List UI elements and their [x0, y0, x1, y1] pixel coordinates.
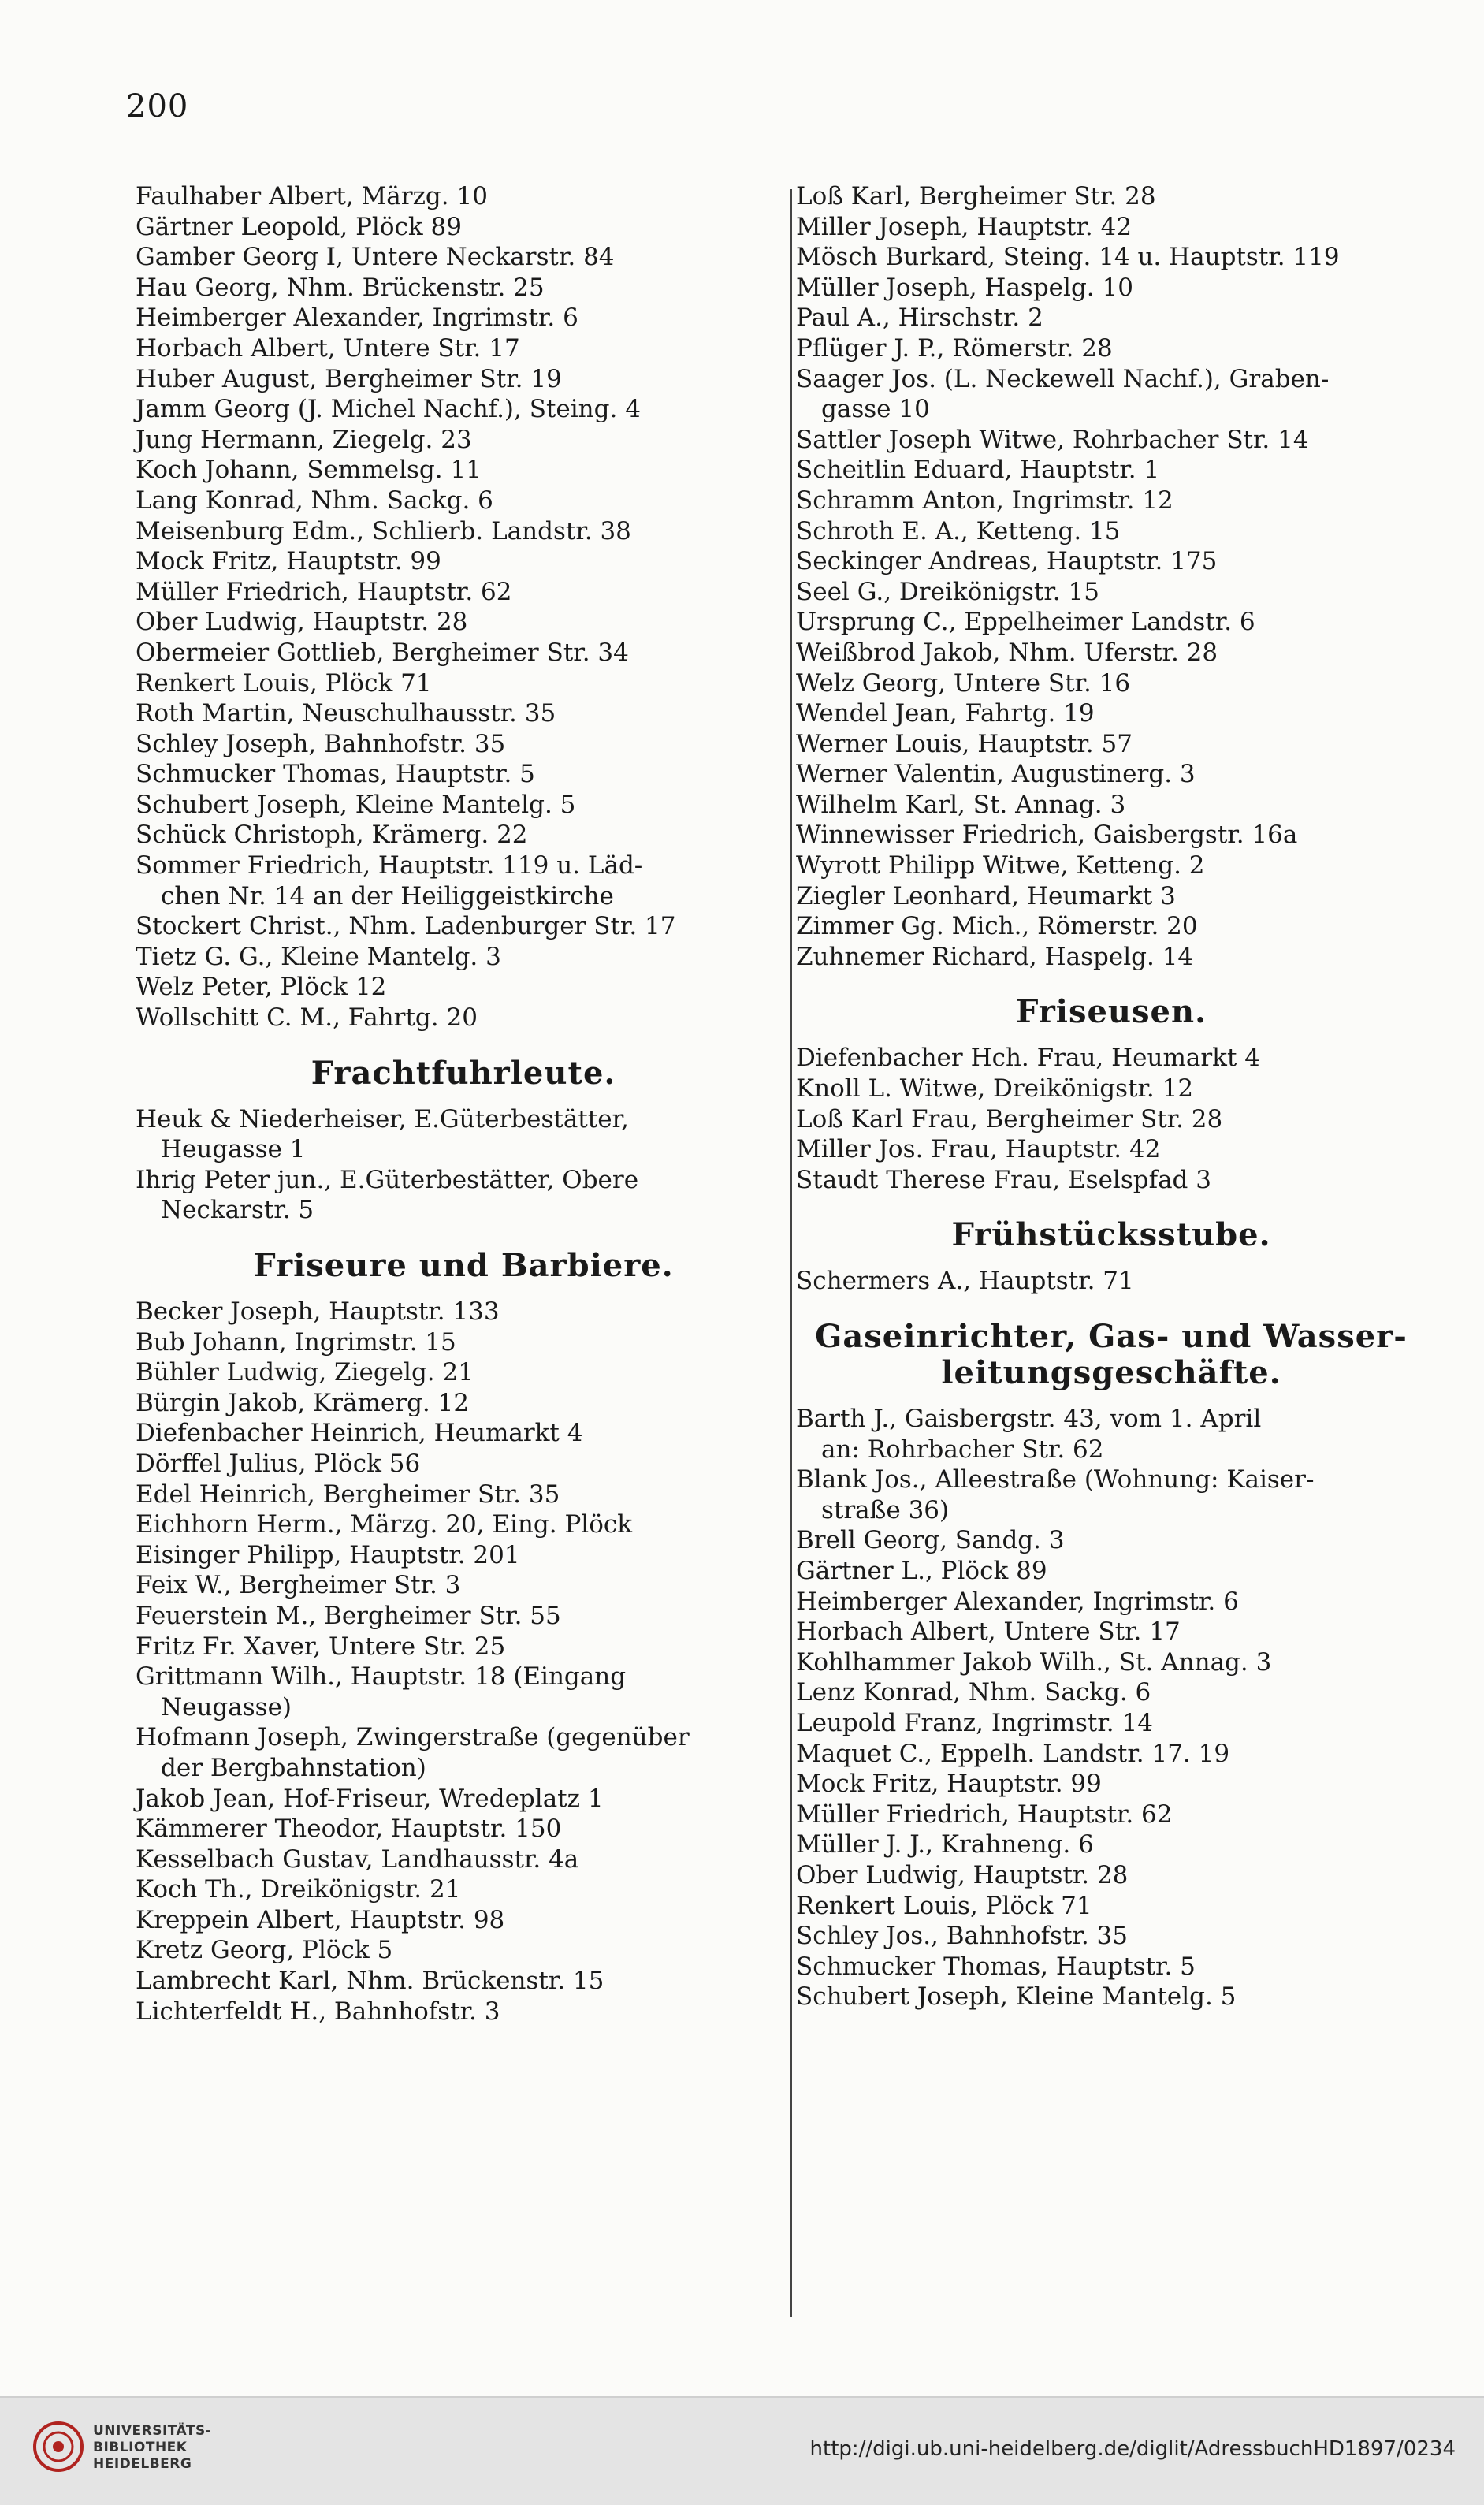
directory-entry: Schubert Joseph, Kleine Mantelg. 5: [136, 790, 576, 819]
directory-entry: Horbach Albert, Untere Str. 17: [136, 333, 520, 363]
directory-entry: Brell Georg, Sandg. 3: [796, 1526, 1065, 1555]
directory-entry: Loß Karl Frau, Bergheimer Str. 28: [796, 1104, 1223, 1133]
directory-entry: Lambrecht Karl, Nhm. Brückenstr. 15: [136, 1967, 604, 1996]
directory-entry: Gärtner L., Plöck 89: [796, 1556, 1047, 1585]
directory-entry: Stockert Christ., Nhm. Ladenburger Str. 17: [136, 912, 676, 941]
directory-entry: Wollschitt C. M., Fahrtg. 20: [136, 1003, 478, 1033]
viewer-footer: [0, 2396, 1484, 2505]
directory-entry: Tietz G. G., Kleine Mantelg. 3: [136, 942, 501, 971]
directory-entry: Heimberger Alexander, Ingrimstr. 6: [796, 1587, 1239, 1616]
directory-entry: Hau Georg, Nhm. Brückenstr. 25: [136, 273, 545, 302]
directory-entry: Faulhaber Albert, Märzg. 10: [136, 182, 488, 210]
directory-entry: Bühler Ludwig, Ziegelg. 21: [136, 1358, 474, 1387]
directory-entry: Schley Jos., Bahnhofstr. 35: [796, 1922, 1128, 1951]
directory-entry: Ober Ludwig, Hauptstr. 28: [796, 1860, 1129, 1889]
directory-entry: Schmucker Thomas, Hauptstr. 5: [796, 1952, 1196, 1981]
directory-entry: Lenz Konrad, Nhm. Sackg. 6: [796, 1678, 1151, 1707]
directory-entry: Fritz Fr. Xaver, Untere Str. 25: [136, 1632, 506, 1661]
directory-entry: Mösch Burkard, Steing. 14 u. Hauptstr. 119: [796, 243, 1340, 272]
directory-entry: Schück Christoph, Krämerg. 22: [136, 821, 528, 850]
directory-entry: Gärtner Leopold, Plöck 89: [136, 212, 462, 241]
directory-entry: Müller J. J., Krahneng. 6: [796, 1830, 1094, 1859]
directory-entry: Becker Joseph, Hauptstr. 133: [136, 1297, 500, 1326]
directory-entry-continuation: an: Rohrbacher Str. 62: [821, 1435, 1104, 1464]
directory-entry: Ober Ludwig, Hauptstr. 28: [136, 608, 468, 637]
directory-entry: Heimberger Alexander, Ingrimstr. 6: [136, 303, 578, 333]
directory-entry: Blank Jos., Alleestraße (Wohnung: Kaiser-: [796, 1465, 1315, 1494]
directory-entry: Schmucker Thomas, Hauptstr. 5: [136, 760, 535, 789]
directory-entry: Schramm Anton, Ingrimstr. 12: [796, 486, 1173, 515]
section-heading: Friseusen.: [1016, 993, 1207, 1031]
directory-entry: Loß Karl, Bergheimer Str. 28: [796, 182, 1156, 210]
directory-entry: Edel Heinrich, Bergheimer Str. 35: [136, 1480, 560, 1509]
directory-entry: Müller Joseph, Haspelg. 10: [796, 273, 1133, 302]
directory-entry: Wendel Jean, Fahrtg. 19: [796, 699, 1095, 728]
directory-entry-continuation: gasse 10: [821, 395, 930, 424]
library-name: [93, 2423, 211, 2473]
directory-entry: Roth Martin, Neuschulhausstr. 35: [136, 699, 556, 728]
directory-entry: Weißbrod Jakob, Nhm. Uferstr. 28: [796, 638, 1218, 667]
directory-entry: Kreppein Albert, Hauptstr. 98: [136, 1905, 505, 1934]
directory-entry-continuation: Neugasse): [161, 1692, 292, 1721]
library-logo-icon: [30, 2418, 87, 2475]
right-column: [796, 181, 1426, 2012]
directory-entry: Huber August, Bergheimer Str. 19: [136, 364, 562, 393]
directory-entry: Obermeier Gottlieb, Bergheimer Str. 34: [136, 638, 629, 667]
directory-entry: Miller Joseph, Hauptstr. 42: [796, 212, 1133, 241]
directory-entry: Wyrott Philipp Witwe, Ketteng. 2: [796, 851, 1205, 880]
directory-entry: Ziegler Leonhard, Heumarkt 3: [796, 881, 1176, 910]
directory-entry: Knoll L. Witwe, Dreikönigstr. 12: [796, 1074, 1194, 1104]
directory-entry: Pflüger J. P., Römerstr. 28: [796, 333, 1113, 363]
directory-entry: Jung Hermann, Ziegelg. 23: [136, 425, 472, 454]
directory-entry-continuation: Heugasse 1: [161, 1135, 306, 1164]
directory-entry: Saager Jos. (L. Neckewell Nachf.), Graben-: [796, 364, 1330, 393]
section-heading: Gaseinrichter, Gas- und Wasser- leitungsgeschäfte.: [815, 1318, 1408, 1391]
directory-entry: Seckinger Andreas, Hauptstr. 175: [796, 547, 1218, 576]
directory-entry: Barth J., Gaisbergstr. 43, vom 1. April: [796, 1405, 1262, 1433]
directory-entry-continuation: chen Nr. 14 an der Heiliggeistkirche: [161, 881, 614, 910]
directory-entry: Ursprung C., Eppelheimer Landstr. 6: [796, 608, 1255, 637]
directory-entry: Schermers A., Hauptstr. 71: [796, 1267, 1134, 1296]
directory-entry: Jamm Georg (J. Michel Nachf.), Steing. 4: [136, 395, 641, 424]
directory-entry: Staudt Therese Frau, Eselspfad 3: [796, 1165, 1211, 1194]
directory-entry: Bub Johann, Ingrimstr. 15: [136, 1327, 456, 1357]
directory-entry: Leupold Franz, Ingrimstr. 14: [796, 1708, 1153, 1737]
directory-entry: Lang Konrad, Nhm. Sackg. 6: [136, 486, 493, 515]
directory-entry: Werner Louis, Hauptstr. 57: [796, 729, 1133, 758]
directory-entry: Mock Fritz, Hauptstr. 99: [796, 1770, 1102, 1799]
directory-entry: Grittmann Wilh., Hauptstr. 18 (Eingang: [136, 1662, 627, 1692]
directory-entry: Sommer Friedrich, Hauptstr. 119 u. Läd-: [136, 851, 643, 880]
directory-entry: Gamber Georg I, Untere Neckarstr. 84: [136, 243, 615, 272]
directory-entry: Zuhnemer Richard, Haspelg. 14: [796, 942, 1194, 971]
directory-entry: Kämmerer Theodor, Hauptstr. 150: [136, 1815, 562, 1844]
directory-entry: Zimmer Gg. Mich., Römerstr. 20: [796, 912, 1198, 941]
directory-entry: Werner Valentin, Augustinerg. 3: [796, 760, 1196, 789]
directory-entry: Eisinger Philipp, Hauptstr. 201: [136, 1540, 520, 1569]
directory-entry: Kohlhammer Jakob Wilh., St. Annag. 3: [796, 1647, 1272, 1677]
directory-entry: Renkert Louis, Plöck 71: [796, 1891, 1092, 1920]
library-name-line-1: UNIVERSITÄTS-: [93, 2423, 212, 2439]
directory-entry: Koch Johann, Semmelsg. 11: [136, 456, 482, 485]
directory-entry: Meisenburg Edm., Schlierb. Landstr. 38: [136, 516, 631, 545]
directory-entry: Paul A., Hirschstr. 2: [796, 303, 1043, 333]
directory-entry: Bürgin Jakob, Krämerg. 12: [136, 1388, 470, 1417]
directory-entry: Welz Peter, Plöck 12: [136, 973, 387, 1002]
directory-entry: Heuk & Niederheiser, E.Güterbestätter,: [136, 1104, 629, 1133]
directory-entry: Diefenbacher Hch. Frau, Heumarkt 4: [796, 1044, 1260, 1073]
directory-entry: Eichhorn Herm., Märzg. 20, Eing. Plöck: [136, 1510, 633, 1539]
library-name-line-3: HEIDELBERG: [93, 2456, 192, 2472]
column-divider: [790, 189, 792, 2317]
directory-entry: Kesselbach Gustav, Landhausstr. 4a: [136, 1844, 579, 1874]
directory-entry: Maquet C., Eppelh. Landstr. 17. 19: [796, 1739, 1230, 1768]
directory-entry: Wilhelm Karl, St. Annag. 3: [796, 790, 1126, 819]
directory-entry: Welz Georg, Untere Str. 16: [796, 668, 1131, 698]
directory-entry: Seel G., Dreikönigstr. 15: [796, 577, 1099, 606]
directory-entry: Müller Friedrich, Hauptstr. 62: [136, 577, 512, 606]
permalink-url[interactable]: http://digi.ub.uni-heidelberg.de/diglit/AdressbuchHD1897/0234: [809, 2437, 1456, 2461]
directory-entry: Kretz Georg, Plöck 5: [136, 1936, 393, 1965]
directory-entry: Feuerstein M., Bergheimer Str. 55: [136, 1601, 561, 1630]
section-heading: Frachtfuhrleute.: [311, 1054, 616, 1092]
directory-entry: Feix W., Bergheimer Str. 3: [136, 1571, 461, 1600]
directory-entry-continuation: Neckarstr. 5: [161, 1196, 314, 1225]
directory-entry: Mock Fritz, Hauptstr. 99: [136, 547, 441, 576]
directory-entry: Schubert Joseph, Kleine Mantelg. 5: [796, 1982, 1237, 2012]
directory-entry: Schley Joseph, Bahnhofstr. 35: [136, 729, 506, 758]
directory-entry: Winnewisser Friedrich, Gaisbergstr. 16a: [796, 821, 1298, 850]
directory-entry: Jakob Jean, Hof-Friseur, Wredeplatz 1: [136, 1784, 604, 1813]
left-column: [136, 181, 791, 2027]
directory-entry: Horbach Albert, Untere Str. 17: [796, 1617, 1181, 1647]
directory-entry: Renkert Louis, Plöck 71: [136, 668, 432, 698]
library-name-line-2: BIBLIOTHEK: [93, 2440, 188, 2455]
directory-entry: Scheitlin Eduard, Hauptstr. 1: [796, 456, 1160, 485]
directory-entry: Hofmann Joseph, Zwingerstraße (gegenüber: [136, 1723, 690, 1752]
directory-entry: Miller Jos. Frau, Hauptstr. 42: [796, 1135, 1161, 1164]
directory-entry: Sattler Joseph Witwe, Rohrbacher Str. 14: [796, 425, 1309, 454]
directory-entry: Ihrig Peter jun., E.Güterbestätter, Obere: [136, 1165, 639, 1194]
directory-entry: Dörffel Julius, Plöck 56: [136, 1449, 421, 1478]
directory-entry: Lichterfeldt H., Bahnhofstr. 3: [136, 1997, 500, 2026]
directory-entry: Schroth E. A., Ketteng. 15: [796, 516, 1121, 545]
page-number: 200: [126, 88, 189, 125]
directory-entry: Müller Friedrich, Hauptstr. 62: [796, 1800, 1173, 1829]
directory-entry-continuation: der Bergbahnstation): [161, 1753, 426, 1782]
section-heading: Friseure und Barbiere.: [253, 1247, 674, 1284]
directory-entry: Diefenbacher Heinrich, Heumarkt 4: [136, 1419, 583, 1448]
section-heading: Frühstücksstube.: [951, 1216, 1271, 1254]
directory-entry-continuation: straße 36): [821, 1495, 950, 1524]
directory-entry: Koch Th., Dreikönigstr. 21: [136, 1875, 461, 1904]
